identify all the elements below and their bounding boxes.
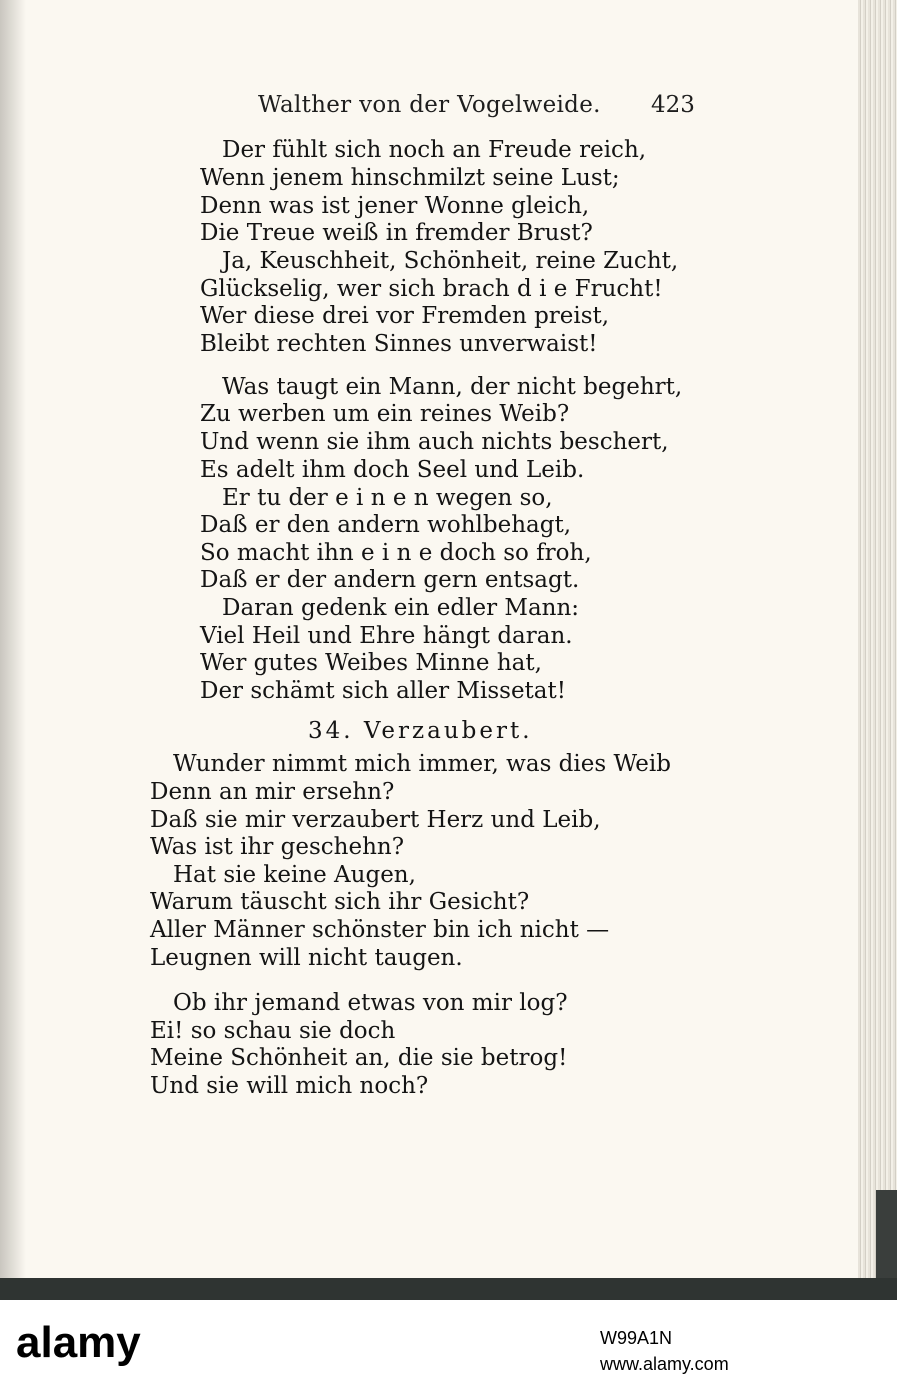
- verse-line: Der schämt sich aller Missetat!: [200, 678, 567, 704]
- verse-line: Daß sie mir verzaubert Herz und Leib,: [150, 807, 601, 833]
- verse-line: Es adelt ihm doch Seel und Leib.: [200, 457, 585, 483]
- verse-line: Denn was ist jener Wonne gleich,: [200, 193, 590, 219]
- verse-line: Ob ihr jemand etwas von mir log?: [173, 990, 568, 1016]
- verse-line: Daß er der andern gern entsagt.: [200, 567, 580, 593]
- verse-line: Wer diese drei vor Fremden preist,: [200, 303, 610, 329]
- book-gutter: [0, 0, 26, 1300]
- verse-line: Was taugt ein Mann, der nicht begehrt,: [222, 374, 683, 400]
- running-header: [0, 92, 897, 122]
- verse-line: Meine Schönheit an, die sie betrog!: [150, 1045, 568, 1071]
- verse-line: Daran gedenk ein edler Mann:: [222, 595, 580, 621]
- verse-line: Die Treue weiß in fremder Brust?: [200, 220, 593, 246]
- verse-line: Wenn jenem hinschmilzt seine Lust;: [200, 165, 620, 191]
- book-cover-edge: [0, 1278, 897, 1300]
- page-number: 423: [651, 92, 695, 118]
- verse-line: Viel Heil und Ehre hängt daran.: [200, 623, 573, 649]
- verse-line: Er tu der e i n e n wegen so,: [222, 485, 553, 511]
- verse-line: Aller Männer schönster bin ich nicht —: [150, 917, 610, 943]
- verse-line: Warum täuscht sich ihr Gesicht?: [150, 889, 530, 915]
- verse-line: Denn an mir ersehn?: [150, 779, 395, 805]
- verse-line: Hat sie keine Augen,: [173, 862, 416, 888]
- verse-line: Leugnen will nicht taugen.: [150, 945, 463, 971]
- running-title: Walther von der Vogelweide.: [258, 92, 601, 118]
- verse-line: Wunder nimmt mich immer, was dies Weib: [173, 751, 671, 777]
- image-id-label: W99A1N: [600, 1328, 673, 1348]
- verse-line: Ei! so schau sie doch: [150, 1018, 396, 1044]
- verse-line: Was ist ihr geschehn?: [150, 834, 405, 860]
- verse-line: So macht ihn e i n e doch so froh,: [200, 540, 592, 566]
- page-edges: [858, 0, 897, 1300]
- site-url-label: www.alamy.com: [600, 1354, 729, 1374]
- verse-line: Bleibt rechten Sinnes unverwaist!: [200, 331, 598, 357]
- verse-line: Und wenn sie ihm auch nichts beschert,: [200, 429, 669, 455]
- verse-line: Wer gutes Weibes Minne hat,: [200, 650, 542, 676]
- verse-line: Der fühlt sich noch an Freude reich,: [222, 137, 647, 163]
- verse-line: Ja, Keuschheit, Schönheit, reine Zucht,: [222, 248, 679, 274]
- watermark-logo: alamy: [16, 1318, 141, 1367]
- poem-heading: 34. Verzaubert.: [308, 718, 533, 744]
- verse-line: Zu werben um ein reines Weib?: [200, 401, 570, 427]
- verse-line: Glückselig, wer sich brach d i e Frucht!: [200, 276, 663, 302]
- verse-line: Daß er den andern wohlbehagt,: [200, 512, 572, 538]
- verse-line: Und sie will mich noch?: [150, 1073, 429, 1099]
